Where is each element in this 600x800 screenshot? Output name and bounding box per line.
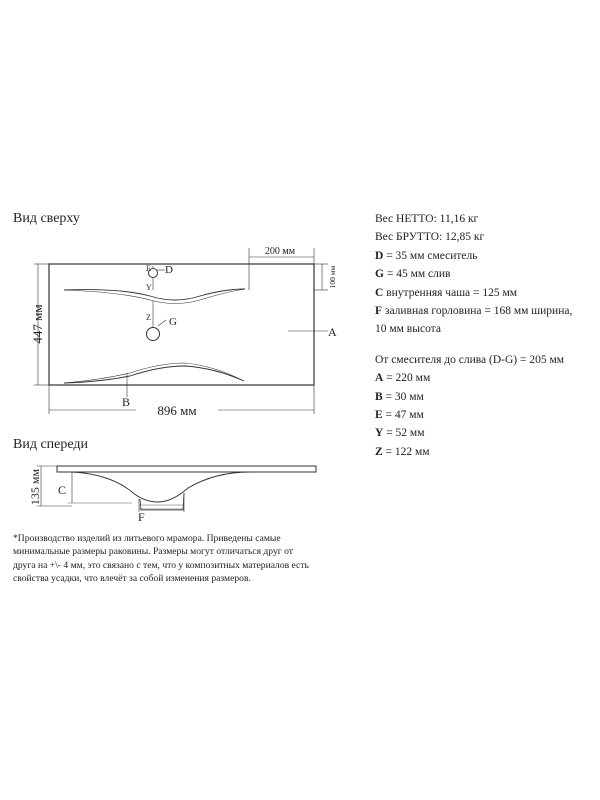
- lower-rim-curve: [64, 366, 244, 383]
- label-g: G: [169, 316, 177, 328]
- front-view-title: Вид спереди: [13, 437, 89, 452]
- net-weight: Вес НЕТТО: 11,16 кг: [375, 213, 479, 225]
- label-d: D: [165, 264, 173, 276]
- specs-panel: [375, 210, 595, 461]
- dg-distance: От смесителя до слива (D-G) = 205 мм: [375, 353, 565, 366]
- spec-item-f-cont: 10 мм высота: [375, 323, 441, 336]
- dim-depth: 447 мм: [30, 304, 45, 344]
- label-c: C: [58, 483, 67, 497]
- label-b: B: [122, 395, 131, 409]
- label-z: Z: [146, 313, 151, 322]
- label-y: Y: [146, 283, 152, 292]
- dim-item-a: A = 220 мм: [375, 372, 431, 385]
- spec-item-d: D = 35 мм смеситель: [375, 249, 478, 262]
- gross-weight: Вес БРУТТО: 12,85 кг: [375, 231, 485, 244]
- basin-outline: [49, 264, 314, 385]
- spec-item-g: G = 45 мм слив: [375, 268, 451, 281]
- drain-hole: [147, 328, 160, 341]
- dim-item-y: Y = 52 мм: [375, 427, 425, 440]
- dim-width: 896 мм: [157, 403, 197, 418]
- bowl-profile: [72, 472, 250, 502]
- front-view-drawing: [37, 466, 316, 512]
- dim-item-e: E = 47 мм: [375, 409, 424, 422]
- dim-offset: 200 мм: [264, 246, 296, 257]
- dim-item-b: B = 30 мм: [375, 390, 424, 403]
- label-f: F: [138, 510, 145, 524]
- top-view-drawing: [34, 248, 328, 414]
- front-top-slab: [57, 466, 316, 472]
- label-a: A: [328, 325, 337, 339]
- spec-item-f: F заливная горловина = 168 мм ширина,: [375, 305, 573, 318]
- dim-item-z: Z = 122 мм: [375, 445, 430, 458]
- footnote: *Производство изделий из литьевого мрамора. Приведены самые минимальные размеры раковины. Размеры могут отличаться друг от друга на +\- 4 мм, это связано с тем, что у композитных материалов есть свойства усадки, что влечёт за собой изменения размеров.: [13, 533, 309, 585]
- dim-offset-vertical: 100 мм: [328, 265, 337, 289]
- front-view-labels: [28, 469, 145, 525]
- label-e: E: [146, 264, 151, 273]
- spec-item-c: C внутренняя чаша = 125 мм: [375, 286, 518, 299]
- dim-height: 135 мм: [28, 468, 42, 506]
- top-view-labels: [30, 246, 337, 418]
- top-view-title: Вид сверху: [13, 211, 80, 226]
